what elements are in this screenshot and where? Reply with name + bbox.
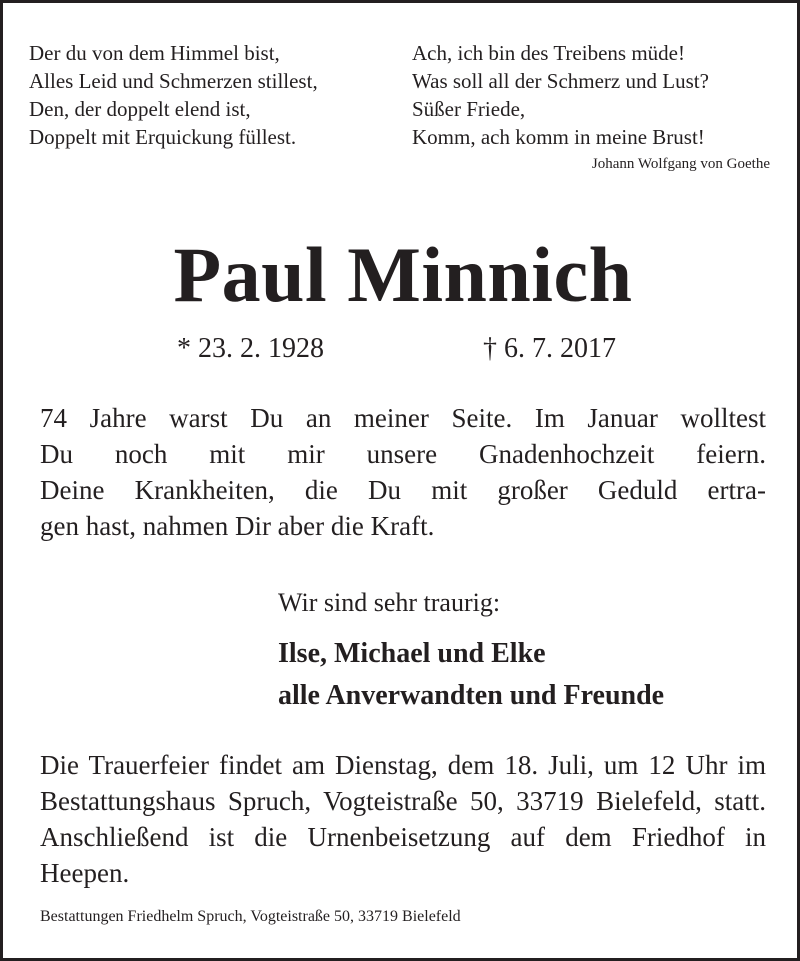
poem-line: Ach, ich bin des Treibens müde! — [412, 41, 685, 65]
ceremony-line: Anschließend ist die Urnenbeisetzung auf dem Friedhof in — [40, 822, 766, 852]
poem-line: Den, der doppelt elend ist, — [29, 97, 251, 121]
poem-right-stanza — [412, 39, 709, 151]
tribute-line: Deine Krankheiten, die Du mit großer Geduld ertra- — [40, 475, 766, 505]
poem-line: Süßer Friede, — [412, 97, 526, 121]
ceremony-line: Die Trauerfeier findet am Dienstag, dem 18. Juli, um 12 Uhr im — [40, 750, 766, 780]
deceased-name: Paul Minnich — [173, 231, 633, 318]
ceremony-text — [40, 747, 766, 891]
birth-date: * 23. 2. 1928 — [177, 333, 324, 364]
poem-author: Johann Wolfgang von Goethe — [591, 156, 770, 172]
mourners-names — [278, 633, 664, 717]
poem-line: Was soll all der Schmerz und Lust? — [412, 69, 709, 93]
poem-line: Komm, ach komm in meine Brust! — [412, 125, 705, 149]
ceremony-line: Bestattungshaus Spruch, Vogteistraße 50, 33719 Bielefeld, statt. — [40, 786, 766, 816]
death-date: † 6. 7. 2017 — [483, 333, 616, 364]
tribute-line: Du noch mit mir unsere Gnadenhochzeit feiern. — [40, 439, 766, 469]
tribute-text — [40, 400, 766, 544]
tribute-line: gen hast, nahmen Dir aber die Kraft. — [40, 511, 435, 541]
mourners-lead: Wir sind sehr traurig: — [278, 588, 501, 617]
funeral-home-footer: Bestattungen Friedhelm Spruch, Vogteistraße 50, 33719 Bielefeld — [40, 908, 461, 925]
poem-line: Alles Leid und Schmerzen stillest, — [29, 69, 318, 93]
poem-line: Doppelt mit Erquickung füllest. — [29, 125, 297, 149]
mourner-line: alle Anverwandten und Freunde — [278, 680, 665, 711]
tribute-line: 74 Jahre warst Du an meiner Seite. Im Januar wolltest — [40, 403, 766, 433]
poem-line: Der du von dem Himmel bist, — [29, 41, 280, 65]
ceremony-line: Heepen. — [40, 858, 130, 888]
mourner-line: Ilse, Michael und Elke — [278, 638, 546, 669]
poem-left-stanza — [29, 39, 318, 151]
